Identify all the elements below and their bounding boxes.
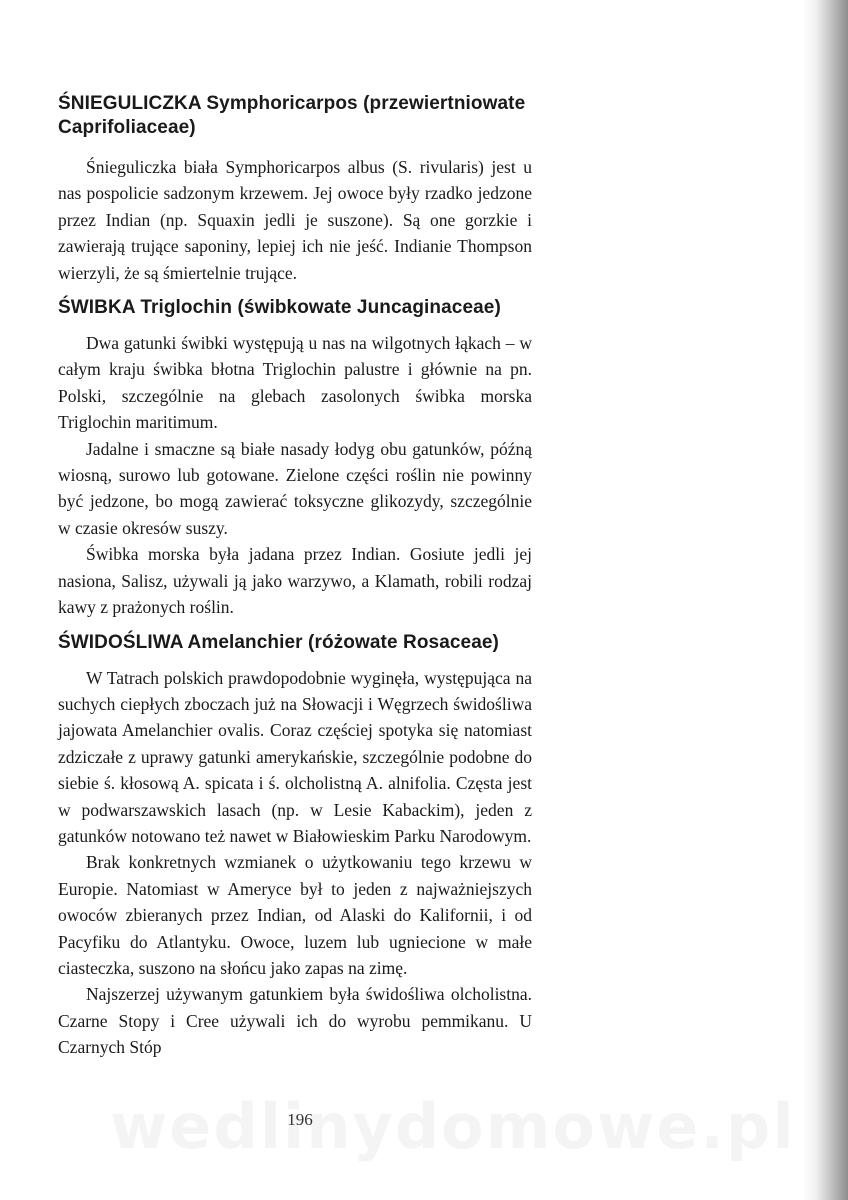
page-number: 196 — [287, 1110, 313, 1129]
paragraph: Najszerzej używanym gatunkiem była świdośliwa olcholistna. Czarne Stopy i Cree używali ich do wyrobu pemmikanu. U Czarnych Stóp — [58, 984, 532, 1058]
section-swibka — [58, 296, 532, 620]
heading-swibka: ŚWIBKA Triglochin (świbkowate Juncaginaceae) — [58, 297, 501, 319]
heading-swidosliwa: ŚWIDOŚLIWA Amelanchier (różowate Rosaceae) — [58, 631, 499, 653]
paragraph: Świbka morska była jadana przez Indian. Gosiute jedli jej nasiona, Salisz, używali ją jako warzywo, a Klamath, robili rodzaj kawy z prażonych roślin. — [58, 544, 532, 618]
page-spine-shadow — [802, 0, 848, 1200]
paragraph: W Tatrach polskich prawdopodobnie wyginęła, występująca na suchych ciepłych zboczach już na Słowacji i Węgrzech świdośliwa jajowata Amelanchier ovalis. Coraz częściej spotyka się natomiast zdziczałe z uprawy gatunki amerykańskie, szczególnie podobne do siebie ś. kłosową A. spicata i ś. olcholistną A. alnifolia. Częsta jest w podwarszawskich lasach (np. w Lesie Kabackim), jeden z gatunków notowano też nawet w Białowieskim Parku Narodowym. — [58, 667, 532, 846]
paragraph: Brak konkretnych wzmianek o użytkowaniu tego krzewu w Europie. Natomiast w Ameryce był to jeden z najważniejszych owoców zbieranych przez Indian, od Alaski do Kalifornii, i od Pacyfiku do Atlantyku. Owoce, luzem lub ugniecione w małe ciasteczka, suszono na słońcu jako zapas na zimę. — [58, 852, 532, 978]
page-content — [58, 92, 532, 1061]
paragraph: Jadalne i smaczne są białe nasady łodyg obu gatunków, późną wiosną, surowo lub gotowane. Zielone części roślin nie powinny być jedzone, bo mogą zawierać toksyczne glikozydy, szczególnie w czasie okresów suszy. — [58, 438, 532, 538]
heading-snieguliczka: ŚNIEGULICZKA Symphoricarpos (przewiertniowate Caprifoliaceae) — [58, 93, 526, 138]
paragraph: Śnieguliczka biała Symphoricarpos albus (S. rivularis) jest u nas pospolicie sadzonym krzewem. Jej owoce były rzadko jedzone przez Indian (np. Squaxin jedli je suszone). Są one gorzkie i zawierają trujące saponiny, lepiej ich nie jeść. Indianie Thompson wierzyli, że są śmiertelnie trujące. — [58, 157, 532, 283]
paragraph: Dwa gatunki świbki występują u nas na wilgotnych łąkach – w całym kraju świbka błotna Triglochin palustre i głównie na pn. Polski, szczególnie na glebach zasolonych świbka morska Triglochin maritimum. — [58, 333, 532, 433]
section-swidosliwa — [58, 631, 532, 1061]
